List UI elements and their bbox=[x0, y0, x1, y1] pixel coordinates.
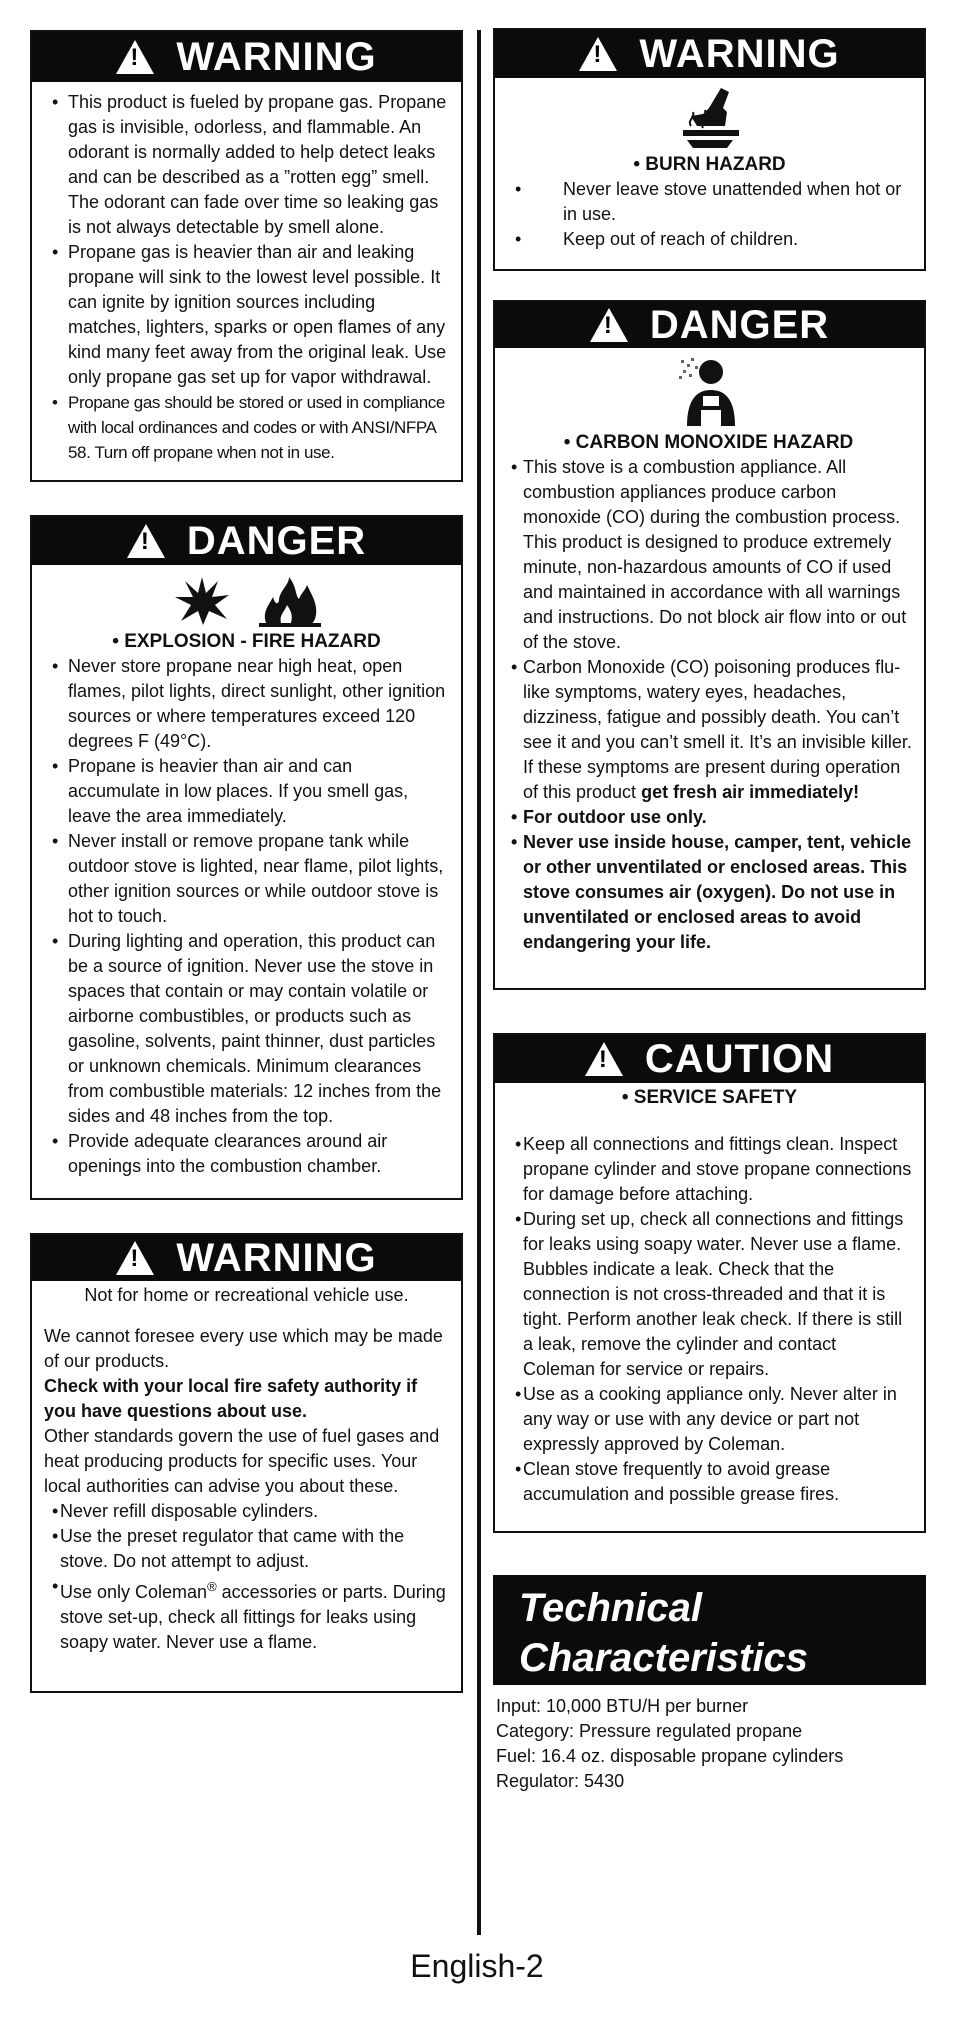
bullet: • Clean stove frequently to avoid grease accumulation and possible grease fires. bbox=[507, 1457, 912, 1507]
warning-header bbox=[32, 32, 461, 82]
spec-line: Fuel: 16.4 oz. disposable propane cylinders bbox=[496, 1746, 844, 1766]
tech-header bbox=[493, 1575, 926, 1685]
bullet: • During lighting and operation, this product can be a source of ignition. Never use the stove in spaces that contain or may contain volatile or airborne combustibles, or products such as gasoline, solvents, paint thinner, dust particles or unknown chemicals. Minimum clearances from combustible materials: 12 inches from the sides and 48 inches from the top. bbox=[44, 929, 449, 1129]
bullet: • Propane gas should be stored or used in compliance with local ordinances and codes or with ANSI/NFPA 58. Turn off propane when not in use. bbox=[44, 390, 449, 465]
bullet: • Use the preset regulator that came with the stove. Do not attempt to adjust. bbox=[44, 1524, 449, 1574]
warning-header bbox=[32, 1235, 461, 1281]
warning-triangle-icon bbox=[116, 40, 154, 74]
registered-mark: ® bbox=[207, 1579, 217, 1594]
bullet: • Keep out of reach of children. bbox=[507, 227, 912, 252]
danger-title: DANGER bbox=[186, 518, 367, 563]
danger-header bbox=[32, 517, 461, 565]
paragraph: We cannot foresee every use which may be made of our products. bbox=[44, 1326, 443, 1371]
warning-triangle-icon bbox=[127, 524, 165, 558]
tech-specs bbox=[496, 1694, 926, 1794]
burn-hand-icon bbox=[677, 86, 743, 152]
carbon-monoxide-person-icon bbox=[677, 356, 743, 428]
co-icon-wrap bbox=[495, 356, 924, 428]
warning-body bbox=[32, 1281, 461, 1663]
bullet: • For outdoor use only. bbox=[503, 805, 914, 830]
danger-co-box bbox=[493, 300, 926, 990]
warning-body bbox=[495, 152, 924, 260]
bullet: • This product is fueled by propane gas. Propane gas is invisible, odorless, and flammable. An odorant is normally added to help detect leaks and can be described as a ”rotten egg” smell. The odorant can fade over time so leaking gas is not always detectable by smell alone. bbox=[44, 90, 449, 240]
explosion-fire-icons bbox=[32, 575, 461, 627]
paragraph: Other standards govern the use of fuel gases and heat producing products for specific uses. Your local authorities can advise you about these. bbox=[44, 1426, 440, 1496]
bullet bbox=[44, 1574, 449, 1655]
warning-title: WARNING bbox=[176, 34, 377, 79]
spec-line: Category: Pressure regulated propane bbox=[496, 1721, 803, 1741]
bullet-text: Use only Coleman bbox=[60, 1582, 208, 1602]
tech-title-line2: Characteristics bbox=[519, 1636, 809, 1680]
bullet-text: accessories or parts. During stove set-up, check all fittings for leaks using soapy water. Never use a flame. bbox=[60, 1582, 446, 1652]
column-divider bbox=[477, 30, 481, 1935]
danger-explosion-box bbox=[30, 515, 463, 1200]
warning-triangle-icon bbox=[116, 1241, 154, 1275]
bullet: • Use as a cooking appliance only. Never alter in any way or use with any device or part not expressly approved by Coleman. bbox=[507, 1382, 912, 1457]
caution-title: CAUTION bbox=[644, 1036, 835, 1081]
warning-body bbox=[32, 82, 461, 473]
danger-body bbox=[495, 428, 924, 963]
warning-title: WARNING bbox=[176, 1235, 377, 1280]
bullet: • This stove is a combustion appliance. All combustion appliances produce carbon monoxide (CO) during the combustion process. This product is designed to produce extremely minute, non-hazardous amounts of CO if used and maintained in accordance with all warnings and instructions. Do not block air flow into or out of the stove. bbox=[503, 455, 914, 655]
danger-header bbox=[495, 302, 924, 348]
bullet: • Never install or remove propane tank while outdoor stove is lighted, near flame, pilot lights, other ignition sources or while outdoor stove is hot to touch. bbox=[44, 829, 449, 929]
caution-header bbox=[495, 1035, 924, 1083]
tech-title-line1: Technical bbox=[519, 1586, 703, 1630]
bullet: • Propane is heavier than air and can accumulate in low places. If you smell gas, leave the area immediately. bbox=[44, 754, 449, 829]
bullet: • Provide adequate clearances around air openings into the combustion chamber. bbox=[44, 1129, 449, 1179]
hazard-heading: • BURN HAZARD bbox=[633, 154, 786, 175]
warning-header bbox=[495, 30, 924, 78]
warning-burn-box bbox=[493, 28, 926, 271]
warning-triangle-icon bbox=[579, 37, 617, 71]
explosion-icon bbox=[173, 575, 231, 627]
paragraph-bold: Check with your local fire safety authority if you have questions about use. bbox=[44, 1376, 418, 1421]
warning-usage-box bbox=[30, 1233, 463, 1693]
warning-triangle-icon bbox=[585, 1042, 623, 1076]
warning-propane-box bbox=[30, 30, 463, 482]
bullet: • Keep all connections and fittings clean. Inspect propane cylinder and stove propane connections for damage before attaching. bbox=[507, 1132, 912, 1207]
danger-body bbox=[32, 627, 461, 1187]
bullet-text: Carbon Monoxide (CO) poisoning produces flu-like symptoms, watery eyes, headaches, dizziness, fatigue and possibly death. You can’t see it and you can’t smell it. It’s an invisible killer. If these symptoms are present during operation of this product bbox=[523, 657, 912, 802]
warning-triangle-icon bbox=[590, 308, 628, 342]
burn-hazard-icon-wrap bbox=[495, 86, 924, 152]
hazard-heading: • EXPLOSION - FIRE HAZARD bbox=[112, 631, 381, 652]
spec-line: Input: 10,000 BTU/H per burner bbox=[496, 1696, 749, 1716]
bullet: • Never refill disposable cylinders. bbox=[44, 1499, 449, 1524]
bullet-text-bold: get fresh air immediately! bbox=[641, 782, 860, 802]
bullet: • Never use inside house, camper, tent, vehicle or other unventilated or enclosed areas. This stove consumes air (oxygen). Do not use in unventilated or enclosed areas to avoid endangering your life. bbox=[503, 830, 914, 955]
bullet: • During set up, check all connections and fittings for leaks using soapy water. Never use a flame. Bubbles indicate a leak. Check that the connection is not cross-threaded and that it is tight. Perform another leak check. If there is still a leak, remove the cylinder and contact Coleman for service or repairs. bbox=[507, 1207, 912, 1382]
page-footer: English-2 bbox=[410, 1948, 544, 1984]
fire-icon bbox=[259, 575, 321, 627]
bullet: • Never store propane near high heat, open flames, pilot lights, direct sunlight, other ignition sources or where temperatures exceed 120 degrees F (49°C). bbox=[44, 654, 449, 754]
hazard-heading: • SERVICE SAFETY bbox=[621, 1087, 798, 1108]
warning-title: WARNING bbox=[639, 31, 840, 76]
spec-line: Regulator: 5430 bbox=[496, 1771, 625, 1791]
caution-service-box bbox=[493, 1033, 926, 1533]
danger-title: DANGER bbox=[649, 302, 830, 347]
bullet: • Propane gas is heavier than air and leaking propane will sink to the lowest level possible. It can ignite by ignition sources including matches, lighters, sparks or open flames of any kind many feet away from the original leak. Use only propane gas set up for vapor withdrawal. bbox=[44, 240, 449, 390]
bullet bbox=[503, 655, 914, 805]
warning-subtitle: Not for home or recreational vehicle use. bbox=[84, 1285, 409, 1305]
bullet: • Never leave stove unattended when hot or in use. bbox=[507, 177, 912, 227]
hazard-heading: • CARBON MONOXIDE HAZARD bbox=[563, 432, 854, 453]
caution-body bbox=[495, 1083, 924, 1515]
